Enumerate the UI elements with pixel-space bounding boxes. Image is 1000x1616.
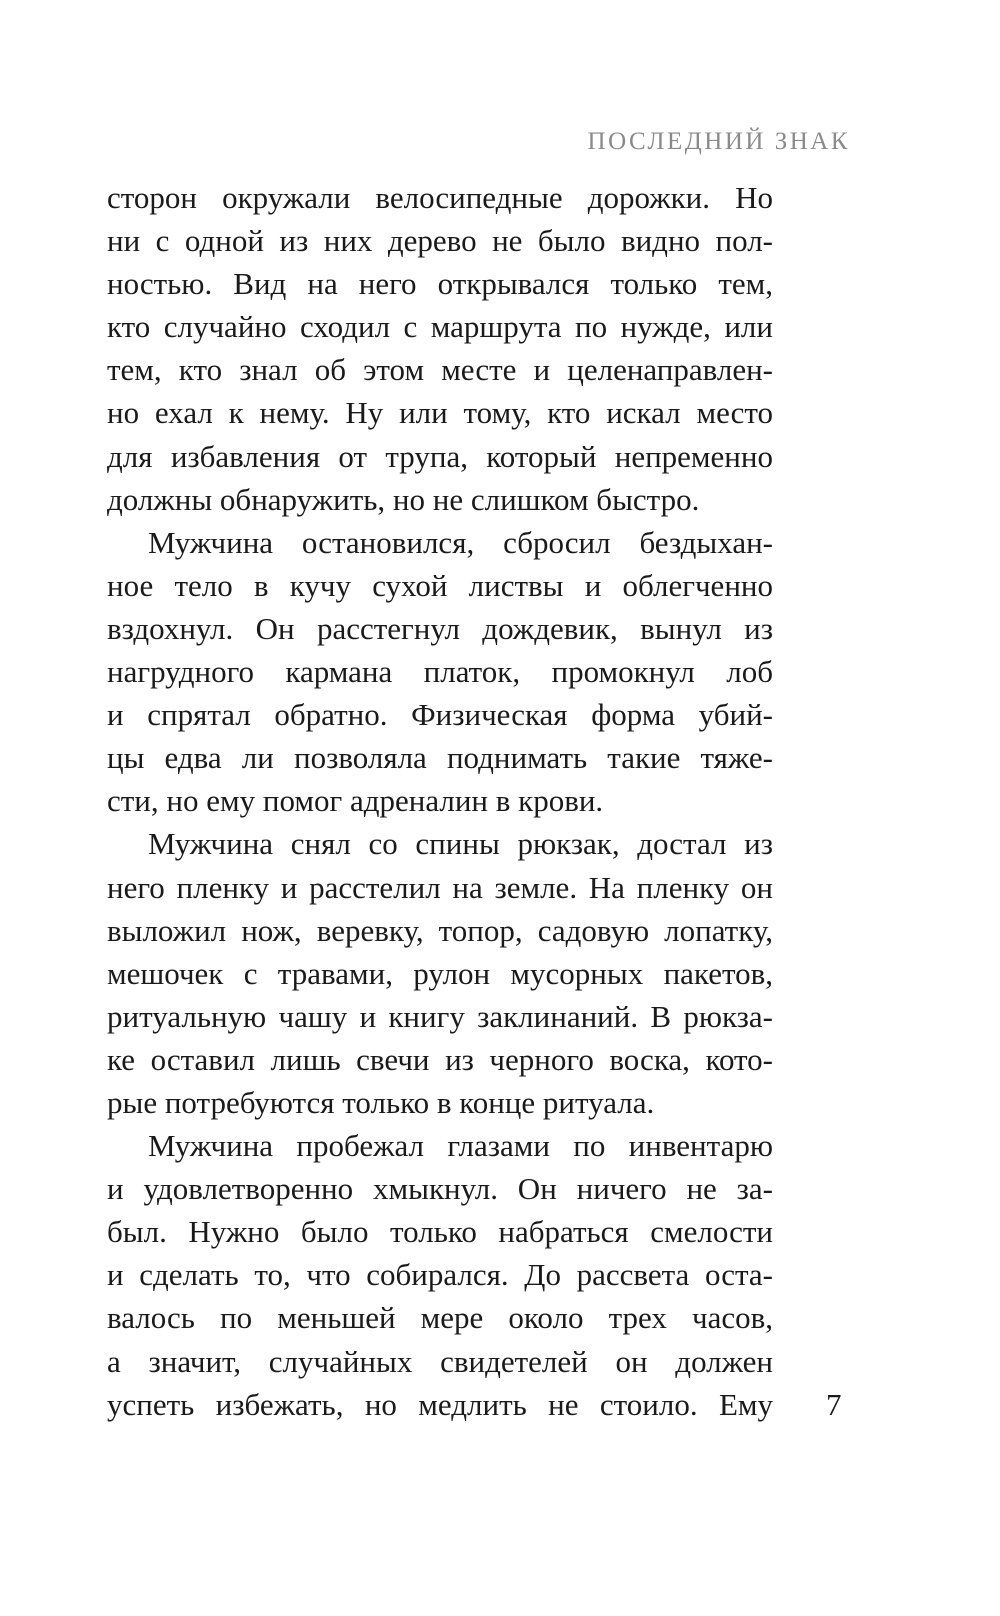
text-line: валось по меньшей мере около трех часов, [107, 1300, 773, 1336]
running-head: ПОСЛЕДНИЙ ЗНАК [587, 128, 850, 155]
text-line: но ехал к нему. Ну или тому, кто искал место [107, 395, 773, 431]
text-line: ное тело в кучу сухой листвы и облегченно [107, 567, 773, 603]
text-line: рые потребуются только в конце ритуала. [107, 1084, 655, 1120]
page-number: 7 [826, 1387, 842, 1422]
text-line: ритуальную чашу и книгу заклинаний. В рюкза- [107, 998, 773, 1034]
text-line: Мужчина остановился, сбросил бездыхан- [148, 524, 773, 560]
text-line: него пленку и расстелил на земле. На пленку он [107, 869, 773, 905]
text-line: и удовлетворенно хмыкнул. Он ничего не за- [107, 1171, 773, 1207]
text-line: для избавления от трупа, который непременно [107, 438, 773, 474]
text-line: ностью. Вид на него открывался только тем, [107, 266, 773, 302]
text-line: мешочек с травами, рулон мусорных пакетов, [107, 955, 773, 991]
text-line: вздохнул. Он расстегнул дождевик, вынул из [107, 610, 773, 646]
text-line: нагрудного кармана платок, промокнул лоб [107, 654, 773, 690]
text-line: а значит, случайных свидетелей он должен [107, 1343, 773, 1379]
text-line: тем, кто знал об этом месте и целенаправлен- [107, 352, 773, 388]
text-line: сторон окружали велосипедные дорожки. Но [107, 180, 773, 215]
text-line: был. Нужно было только набраться смелости [107, 1214, 773, 1250]
text-line: кто случайно сходил с маршрута по нужде, или [107, 309, 773, 345]
text-line: выложил нож, веревку, топор, садовую лопатку, [107, 912, 773, 948]
text-line: успеть избежать, но медлить не стоило. Ему [107, 1386, 773, 1422]
text-line: должны обнаружить, но не слишком быстро. [107, 481, 700, 517]
text-line: Мужчина снял со спины рюкзак, достал из [148, 826, 773, 862]
text-line: цы едва ли позволяла поднимать такие тяже- [107, 740, 773, 776]
text-line: Мужчина пробежал глазами по инвентарю [148, 1128, 773, 1164]
text-line: ке оставил лишь свечи из черного воска, кото- [107, 1041, 773, 1077]
text-line: ни с одной из них дерево не было видно пол- [107, 223, 773, 259]
text-line: и спрятал обратно. Физическая форма убий- [107, 697, 773, 733]
text-line: сти, но ему помог адреналин в крови. [107, 783, 604, 819]
text-line: и сделать то, что собирался. До рассвета оста- [107, 1257, 773, 1293]
body-text [107, 176, 773, 1426]
